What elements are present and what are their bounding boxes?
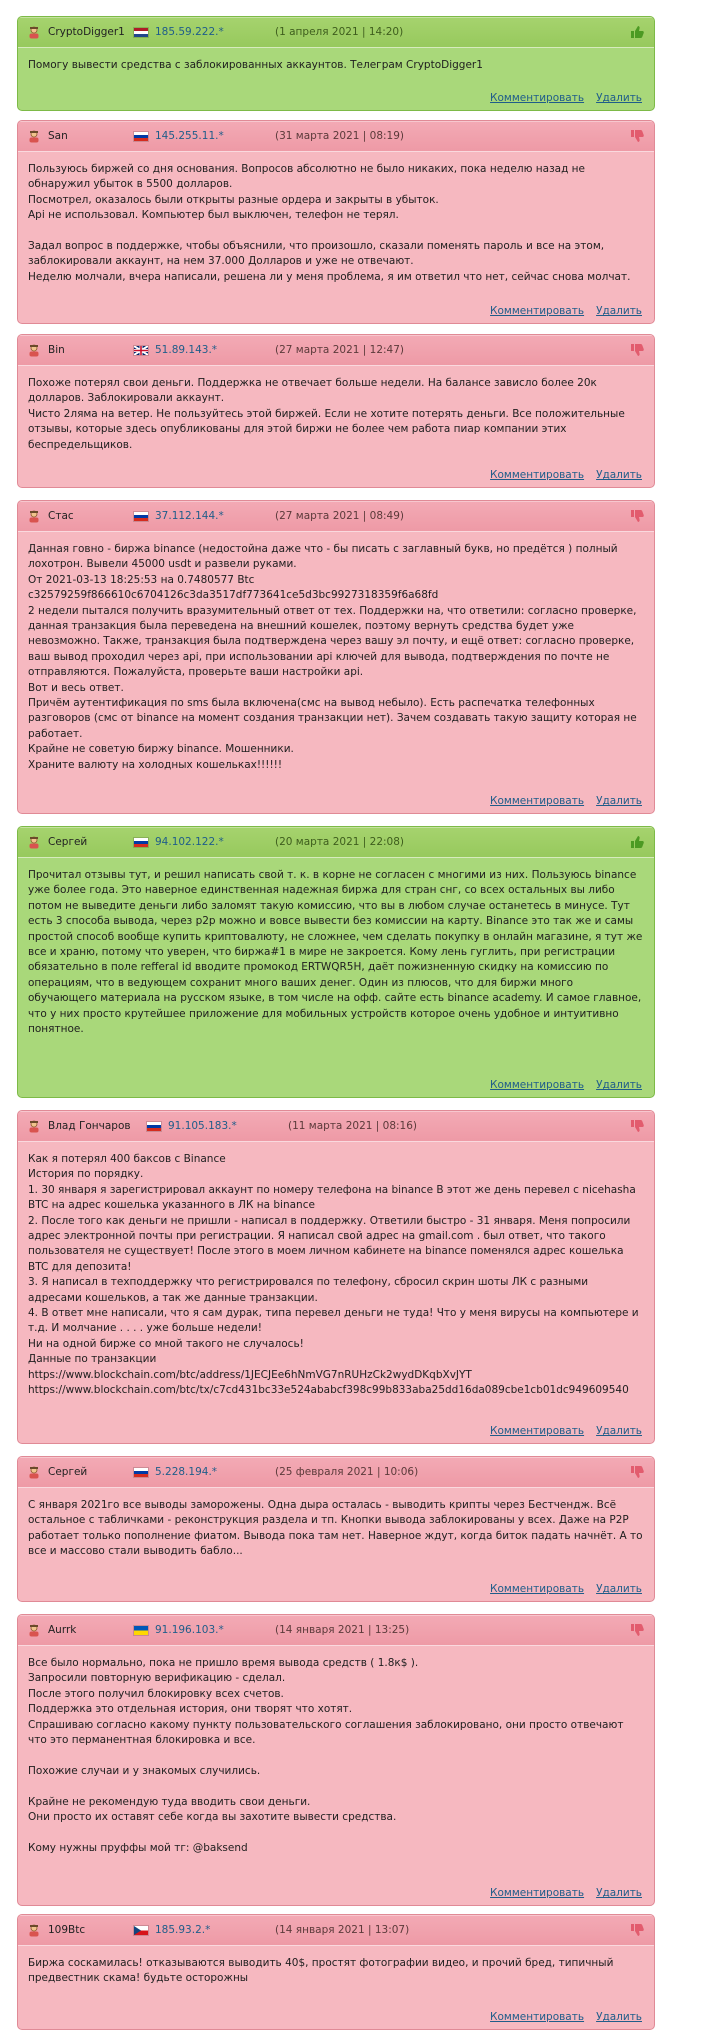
review-date: (20 марта 2021 | 22:08): [275, 836, 404, 848]
review-text: Данная говно - биржа binance (недостойна даже что - бы писать с заглавный букв, но предётся ) полный лохотрон. Вывели 45000 usdt и развели руками. От 2021-03-13 18:25:53 на 0.7480577 Btc c32579259f866610c6704126c3da3517df773641ce5d3bc9927318359f6a68fd 2 недели пытался получить вразумительный ответ от тех. Поддержки на, что ответили: согласно проверке, данная транзакция была переведена на внешний кошелек, поэтому вернуть средства будет уже невозможно. Также, транзакция была подтверждена через вашу эл почту, и ещё ответ: согласно проверке, ваш вывод проходил через api, при использовании api ключей для вывода, подтверждения по почте не отправляются. Пожалуйста, проверьте ваши настройки api. Вот и весь ответ. Причём аутентификация по sms была включена(смс на вывод небыло). Есть распечатка телефонных разговоров (смс от binance на момент создания транзакции нет). Зачем создавать такую защиту которая не работает. Крайне не советую биржу binance. Мошенники. Храните валюту на холодных кошельках!!!!!!: [28, 543, 641, 771]
thumbs-up-icon: [630, 25, 644, 39]
review-actions: [490, 1583, 642, 1595]
delete-link[interactable]: Удалить: [596, 795, 642, 807]
review-author: Сергей: [48, 1466, 88, 1478]
review-text: Как я потерял 400 баксов с Binance История по порядку. 1. 30 января я зарегистрировал аккаунт по номеру телефона на binance В этот же день перевел с nicehasha BTC на адрес кошелька указанного в ЛК на binance 2. После того как деньги не пришли - написал в поддержку. Ответили быстро - 31 января. Меня попросили адрес электронной почты при регистрации. Я написал свой адрес на gmail.com . был ответ, что такого пользователя не существует! После этого в моем личном кабинете на binance поменялся адрес кошелька BTC для депозита! 3. Я написал в техподдержку что регистрировался по телефону, сбросил скрин шоты ЛК с разными адресами кошельков, а так же данные транзакции. 4. В ответ мне написали, что я сам дурак, типа перевел деньги не туда! Что у меня вирусы на компьютере и т.д. И молчание . . . . уже больше недели! Ни на одной бирже со мной такого не случалось! Данные по транзакции https://www.blockchain.com/btc/address/1JECJEe6hNmVG7nRUHzCk2wydDKqbXvJYT https://www.blockchain.com/btc/tx/c7cd431bc33e524ababcf398c99b833aba25dd16da089cbe1cb01dc949609540: [28, 1153, 642, 1397]
review-ip: 145.255.11.*: [155, 130, 224, 142]
thumbs-down-icon: [630, 343, 644, 357]
review-card: [17, 1456, 655, 1602]
review-date: (27 марта 2021 | 08:49): [275, 510, 404, 522]
comment-link[interactable]: Комментировать: [490, 469, 585, 481]
user-icon: [28, 1120, 40, 1133]
user-icon: [28, 344, 40, 357]
thumbs-down-icon: [630, 129, 644, 143]
flag-nl-icon: [133, 27, 149, 38]
review-header: [18, 1915, 654, 1946]
review-date: (11 марта 2021 | 08:16): [288, 1120, 417, 1132]
review-header: [18, 1457, 654, 1488]
review-card: [17, 500, 655, 814]
delete-link[interactable]: Удалить: [596, 1583, 642, 1595]
flag-gb-icon: [133, 345, 149, 356]
user-icon: [28, 1466, 40, 1479]
review-author: Влад Гончаров: [48, 1120, 131, 1132]
delete-link[interactable]: Удалить: [596, 1887, 642, 1899]
review-actions: [490, 469, 642, 481]
review-actions: [490, 795, 642, 807]
flag-ru-icon: [133, 1467, 149, 1478]
flag-ru-icon: [133, 511, 149, 522]
delete-link[interactable]: Удалить: [596, 2011, 642, 2023]
flag-ru-icon: [146, 1121, 162, 1132]
flag-ru-icon: [133, 131, 149, 142]
user-icon: [28, 130, 40, 143]
review-ip: 91.196.103.*: [155, 1624, 224, 1636]
review-header: [18, 17, 654, 48]
review-header: [18, 1615, 654, 1646]
comment-link[interactable]: Комментировать: [490, 795, 585, 807]
review-ip: 91.105.183.*: [168, 1120, 237, 1132]
review-text: Пользуюсь биржей со дня основания. Вопросов абсолютно не было никаких, пока неделю назад не обнаружил убыток в 5500 долларов. Посмотрел, оказалось были открыты разные ордера и закрыты в убыток. Api не использовал. Компьютер был выключен, телефон не терял. Задал вопрос в поддержке, чтобы объяснили, что произошло, сказали поменять пароль и все на этом, заблокировали аккаунт, на нем 37.000 Долларов и уже не отвечают. Неделю молчали, вчера написали, решена ли у меня проблема, я им ответил что нет, сейчас снова молчат.: [28, 163, 631, 283]
review-ip: 5.228.194.*: [155, 1466, 218, 1478]
comment-link[interactable]: Комментировать: [490, 2011, 585, 2023]
review-actions: [490, 92, 642, 104]
comment-link[interactable]: Комментировать: [490, 1887, 585, 1899]
review-author: CryptoDigger1: [48, 26, 125, 38]
delete-link[interactable]: Удалить: [596, 305, 642, 317]
comment-link[interactable]: Комментировать: [490, 1583, 585, 1595]
review-ip: 94.102.122.*: [155, 836, 224, 848]
review-ip: 51.89.143.*: [155, 344, 218, 356]
review-author: 109Btc: [48, 1924, 86, 1936]
review-header: [18, 501, 654, 532]
review-header: [18, 335, 654, 366]
review-header: [18, 1111, 654, 1142]
user-icon: [28, 1924, 40, 1937]
review-text: Похоже потерял свои деньги. Поддержка не отвечает больше недели. На балансе зависло более 20к долларов. Заблокировали аккаунт. Чисто 2ляма на ветер. Не пользуйтесь этой биржей. Если не хотите потерять деньги. Все положительные отзывы, которые здесь опубликованы для этой биржи не более чем работа пиар компании этих беспредельщиков.: [28, 377, 629, 451]
user-icon: [28, 836, 40, 849]
user-icon: [28, 510, 40, 523]
review-date: (31 марта 2021 | 08:19): [275, 130, 404, 142]
thumbs-down-icon: [630, 1923, 644, 1937]
review-ip: 37.112.144.*: [155, 510, 224, 522]
thumbs-down-icon: [630, 509, 644, 523]
review-author: San: [48, 130, 68, 142]
review-actions: [490, 2011, 642, 2023]
delete-link[interactable]: Удалить: [596, 469, 642, 481]
user-icon: [28, 1624, 40, 1637]
thumbs-down-icon: [630, 1119, 644, 1133]
review-author: Стас: [48, 510, 74, 522]
comment-link[interactable]: Комментировать: [490, 1425, 585, 1437]
thumbs-up-icon: [630, 835, 644, 849]
review-author: Bin: [48, 344, 65, 356]
review-actions: [490, 305, 642, 317]
thumbs-down-icon: [630, 1465, 644, 1479]
review-ip: 185.59.222.*: [155, 26, 224, 38]
review-ip: 185.93.2.*: [155, 1924, 211, 1936]
review-text: Биржа соскамилась! отказываются выводить 40$, простят фотографии видео, и прочий бред, типичный предвестник скама! будьте осторожны: [28, 1957, 617, 1985]
review-actions: [490, 1079, 642, 1091]
review-actions: [490, 1425, 642, 1437]
review-header: [18, 121, 654, 152]
review-card: [17, 120, 655, 324]
comment-link[interactable]: Комментировать: [490, 1079, 585, 1091]
review-author: Aurrk: [48, 1624, 77, 1636]
comment-link[interactable]: Комментировать: [490, 305, 585, 317]
review-card: [17, 16, 655, 111]
review-text: Прочитал отзывы тут, и решил написать свой т. к. в корне не согласен с многими из них. Пользуюсь binance уже более года. Это наверное единственная надежная биржа для стран снг, со всех остальных вы либо потом не выведите деньги либо заломят такую комиссию, что вы в любом случае останетесь в минусе. Тут есть 3 способа вывода, через p2p можно и вовсе вывести без комиссии на карту. Binance это так же и самы простой способ вообще купить криптовалюту, не сложнее, чем сделать покупку в онлайн магазине, я тут же все и храню, потому что уверен, что биржа#1 в мире не закроется. Кому лень гуглить, при регистрации обязательно в поле refferal id вводите промокод ERTWQR5H, даёт пожизненную скидку на комиссию по операциям, что в ведующем сохранит много ваших денег. Один из плюсов, что для биржи много обучающего материала на русском языке, в том числе на офф. сайте есть binance academy. И самое главное, что у них просто крутейшее приложение для мобильных устройств которое очень удобное и интуитивно понятное.: [28, 869, 646, 1036]
review-text: Все было нормально, пока не пришло время вывода средств ( 1.8к$ ). Запросили повторную верификацию - сделал. После этого получил блокировку всех счетов. Поддержка это отдельная история, они творят что хотят. Спрашиваю согласно какому пункту пользовательского соглашения заблокировано, они просто отвечают что это перманентная блокировка и все. Похожие случаи и у знакомых случились. Крайне не рекомендую туда вводить свои деньги. Они просто их оставят себе когда вы захотите вывести средства. Кому нужны пруффы мой тг: @baksend: [28, 1657, 627, 1854]
flag-ua-icon: [133, 1625, 149, 1636]
delete-link[interactable]: Удалить: [596, 1425, 642, 1437]
review-date: (14 января 2021 | 13:07): [275, 1924, 410, 1936]
review-card: [17, 826, 655, 1098]
review-card: [17, 1110, 655, 1444]
review-actions: [490, 1887, 642, 1899]
review-header: [18, 827, 654, 858]
review-card: [17, 334, 655, 488]
user-icon: [28, 26, 40, 39]
review-date: (25 февраля 2021 | 10:06): [275, 1466, 419, 1478]
review-date: (27 марта 2021 | 12:47): [275, 344, 404, 356]
flag-cz-icon: [133, 1925, 149, 1936]
review-card: [17, 1914, 655, 2030]
review-text: Помогу вывести средства с заблокированных аккаунтов. Телеграм CryptoDigger1: [28, 59, 483, 71]
review-text: С января 2021го все выводы заморожены. Одна дыра осталась - выводить крипты через Бестчендж. Всё остальное с табличками - реконструкция раздела и тп. Кнопки вывода заблокированы у всех. Даже на P2P работает только пополнение фиатом. Вывода пока там нет. Наверное ждут, когда биток падать начнёт. А то все и массово стали выводить бабло...: [28, 1499, 646, 1558]
review-date: (1 апреля 2021 | 14:20): [275, 26, 404, 38]
delete-link[interactable]: Удалить: [596, 1079, 642, 1091]
flag-ru-icon: [133, 837, 149, 848]
comment-link[interactable]: Комментировать: [490, 92, 585, 104]
review-date: (14 января 2021 | 13:25): [275, 1624, 410, 1636]
review-card: [17, 1614, 655, 1906]
review-author: Сергей: [48, 836, 88, 848]
thumbs-down-icon: [630, 1623, 644, 1637]
delete-link[interactable]: Удалить: [596, 92, 642, 104]
